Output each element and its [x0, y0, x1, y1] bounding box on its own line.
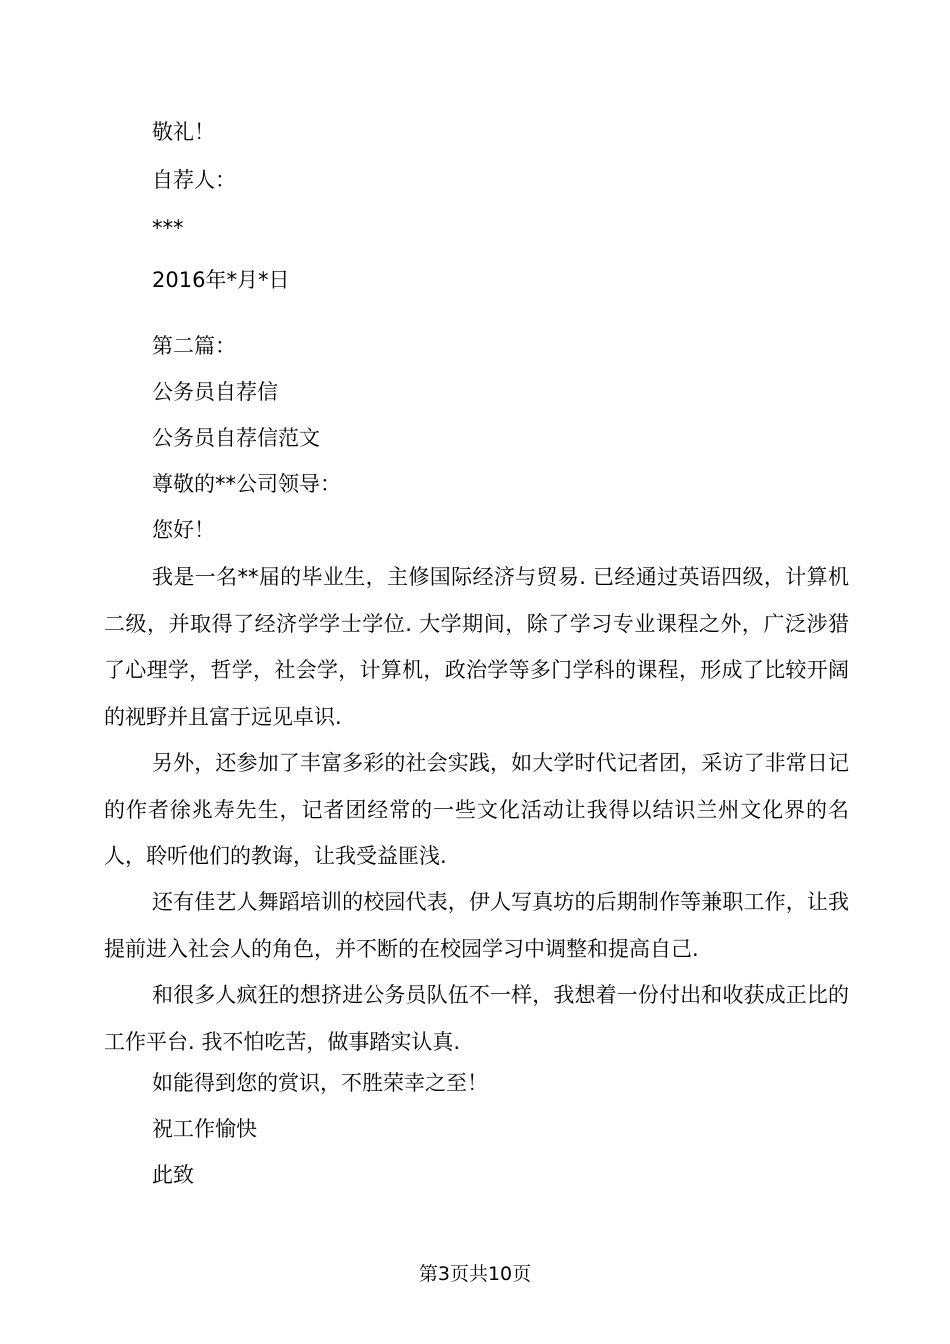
section-subtitle: 公务员自荐信范文	[152, 426, 320, 450]
body-paragraph-3: 还有佳艺人舞蹈培训的校园代表，伊人写真坊的后期制作等兼职工作，让我提前进入社会人的角色，并不断的在校园学习中调整和提高自己.	[104, 890, 849, 961]
closing-salute: 敬礼！	[152, 120, 215, 144]
body-paragraph-2: 另外，还参加了丰富多彩的社会实践，如大学时代记者团，采访了非常日记的作者徐兆寿先生，记者团经常的一些文化活动让我得以结识兰州文化界的名人，聆听他们的教诲，让我受益匪浅.	[104, 751, 849, 868]
greeting: 您好！	[152, 518, 215, 542]
page-indicator: 第3页共10页	[418, 1263, 532, 1285]
signer-label: 自荐人：	[152, 168, 236, 192]
section-title: 公务员自荐信	[152, 380, 278, 404]
body-paragraph-1: 我是一名**届的毕业生，主修国际经济与贸易. 已经通过英语四级，计算机二级，并取得了经济学学士学位. 大学期间，除了学习专业课程之外，广泛涉猎了心理学，哲学，社会学，计算机，政治学等多门学科的课程，形成了比较开阔的视野并且富于远见卓识.	[104, 565, 849, 729]
letter-date: 2016年*月*日	[152, 268, 290, 292]
addressee: 尊敬的**公司领导：	[152, 472, 341, 496]
body-paragraph-4: 和很多人疯狂的想挤进公务员队伍不一样，我想着一份付出和收获成正比的工作平台. 我不怕吃苦，做事踏实认真.	[104, 983, 849, 1054]
sign-off: 此致	[152, 1163, 194, 1187]
closing-blessing: 祝工作愉快	[152, 1117, 257, 1141]
section-heading: 第二篇：	[152, 334, 236, 358]
closing-wish: 如能得到您的赏识，不胜荣幸之至！	[152, 1071, 488, 1095]
signer-name: ***	[152, 216, 184, 240]
